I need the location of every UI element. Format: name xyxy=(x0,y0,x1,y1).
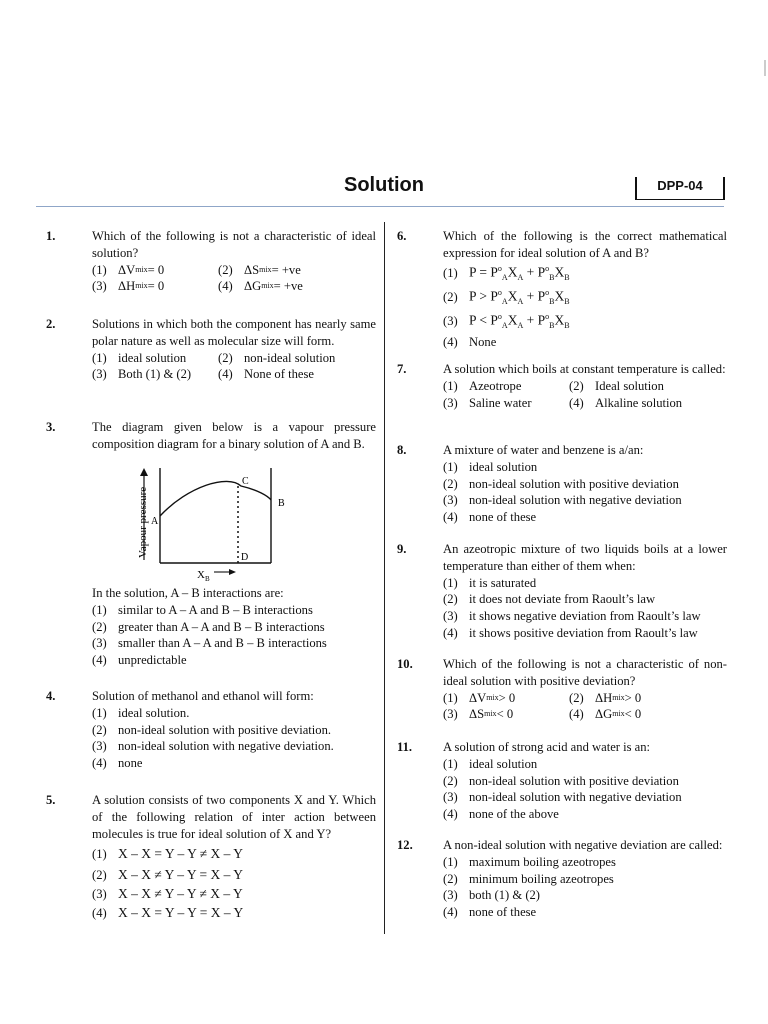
option[interactable]: (4) none xyxy=(92,756,143,771)
option[interactable]: (2) X – X ≠ Y – Y = X – Y xyxy=(92,867,244,883)
option[interactable]: (2) non-ideal solution with positive deviation xyxy=(443,476,679,491)
option[interactable]: (4) it shows positive deviation from Raoult’s law xyxy=(443,625,698,640)
option[interactable]: (1) ΔV mix > 0 xyxy=(443,690,516,705)
page-title: Solution xyxy=(344,174,424,196)
point-d-label: D xyxy=(241,552,249,563)
point-a-label: A xyxy=(151,516,159,527)
question-number: 6. xyxy=(397,229,407,243)
option[interactable]: (1) ideal solution xyxy=(443,756,538,771)
question-number: 4. xyxy=(46,689,56,703)
option[interactable]: (1) ΔV mix = 0 xyxy=(92,262,165,277)
option[interactable]: (2) Ideal solution xyxy=(569,378,664,393)
question-stem: A solution consists of two components X and Y. Which of the following relation of inter action between molecules is true for ideal solution of X and Y? xyxy=(92,793,376,841)
question-number: 9. xyxy=(397,542,407,556)
option[interactable]: (2) it does not deviate from Raoult’s law xyxy=(443,592,656,607)
option[interactable]: (4) unpredictable xyxy=(92,653,187,668)
option[interactable]: (4) none of these xyxy=(443,905,537,920)
option[interactable]: (2) non-ideal solution with positive deviation xyxy=(443,773,679,788)
option[interactable]: (4) none of the above xyxy=(443,807,559,822)
question-number: 2. xyxy=(46,317,56,331)
question-stem: The diagram given below is a vapour pressure composition diagram for a binary solution of A and B. xyxy=(92,420,376,451)
option[interactable]: (1) similar to A – A and B – B interactions xyxy=(92,602,313,617)
option-row xyxy=(92,366,376,383)
option[interactable]: (3) ΔH mix = 0 xyxy=(92,279,165,294)
option-row xyxy=(443,690,727,707)
option[interactable]: (3) X – X ≠ Y – Y ≠ X – Y xyxy=(92,886,243,902)
formula: $P > P^o_AX_A + P^o_BX_B$ xyxy=(469,287,570,306)
option-row xyxy=(92,350,376,367)
question-stem-continued: In the solution, A – B interactions are: xyxy=(92,586,284,600)
option[interactable]: (3) ΔS mix < 0 xyxy=(443,707,514,722)
question-stem: Solution of methanol and ethanol will form: xyxy=(92,689,314,703)
option[interactable]: (1) ideal solution xyxy=(443,459,538,474)
y-axis-label: Vapour pressure xyxy=(137,486,149,558)
question-stem: An azeotropic mixture of two liquids boils at a lower temperature than either of them when: xyxy=(443,542,727,573)
question-stem: Which of the following is not a characteristic of non-ideal solution with positive deviation? xyxy=(443,657,727,688)
option[interactable]: (1) maximum boiling azeotropes xyxy=(443,854,616,869)
vapour-pressure-diagram xyxy=(118,466,318,586)
option[interactable]: (3) Both (1) & (2) xyxy=(92,367,192,382)
option[interactable]: (3) non-ideal solution with negative deviation. xyxy=(92,739,334,754)
question-stem: A mixture of water and benzene is a/an: xyxy=(443,443,644,457)
question-number: 5. xyxy=(46,793,56,807)
option-row xyxy=(92,278,376,295)
vapour-pressure-curve xyxy=(160,481,271,516)
option-row xyxy=(92,262,376,279)
option[interactable]: (3) $P < P^o_AX_A + P^o_BX_B$ xyxy=(443,310,727,334)
question-number: 8. xyxy=(397,443,407,457)
dpp-code-badge: DPP-04 xyxy=(635,177,725,200)
option[interactable]: (4) ΔG mix < 0 xyxy=(569,707,642,722)
option[interactable]: (1) it is saturated xyxy=(443,575,537,590)
option[interactable]: (1) ideal solution. xyxy=(92,705,190,720)
option[interactable]: (3) both (1) & (2) xyxy=(443,888,540,903)
question-stem: A solution of strong acid and water is an: xyxy=(443,740,651,754)
point-c-label: C xyxy=(242,476,249,487)
question-stem: A solution which boils at constant temperature is called: xyxy=(443,362,726,376)
option[interactable]: (4) none of these xyxy=(443,510,537,525)
column-divider xyxy=(384,222,385,934)
option[interactable]: (1) $P = P^o_AX_A + P^o_BX_B$ xyxy=(443,262,727,286)
question-number: 12. xyxy=(397,838,413,852)
option[interactable]: (2) ΔH mix > 0 xyxy=(569,690,642,705)
option[interactable]: (3) non-ideal solution with negative deviation xyxy=(443,493,682,508)
header-rule xyxy=(36,206,724,207)
formula: $P < P^o_AX_A + P^o_BX_B$ xyxy=(469,311,570,330)
x-axis-arrowhead xyxy=(229,569,236,575)
option[interactable]: (4) None xyxy=(443,334,497,349)
option[interactable]: (2) $P > P^o_AX_A + P^o_BX_B$ xyxy=(443,286,727,310)
option[interactable]: (1) X – X = Y – Y ≠ X – Y xyxy=(92,845,244,861)
option[interactable]: (2) non-ideal solution with positive deviation. xyxy=(92,722,332,737)
y-axis-arrowhead xyxy=(140,468,148,476)
question-number: 7. xyxy=(397,362,407,376)
option-row xyxy=(443,395,727,412)
x-axis-sub: B xyxy=(205,575,210,583)
option-row xyxy=(443,706,727,723)
question-number: 10. xyxy=(397,657,413,671)
option[interactable]: (2) non-ideal solution xyxy=(218,350,336,365)
option[interactable]: (4) X – X = Y – Y = X – Y xyxy=(92,905,244,921)
option[interactable]: (2) greater than A – A and B – B interactions xyxy=(92,619,325,634)
question-stem: A non-ideal solution with negative deviation are called: xyxy=(443,838,723,852)
option[interactable]: (4) ΔG mix = +ve xyxy=(218,279,303,294)
option[interactable]: (1) Azeotrope xyxy=(443,378,522,393)
page-edge-mark xyxy=(764,60,766,76)
question-stem: Solutions in which both the component has nearly same polar nature as well as molecular size will form. xyxy=(92,317,376,348)
option[interactable]: (4) Alkaline solution xyxy=(569,395,683,410)
option[interactable]: (3) Saline water xyxy=(443,395,532,410)
option[interactable]: (1) ideal solution xyxy=(92,350,187,365)
option[interactable]: (3) non-ideal solution with negative deviation xyxy=(443,790,682,805)
option[interactable]: (3) it shows negative deviation from Raoult’s law xyxy=(443,609,701,624)
option-row xyxy=(443,378,727,395)
option[interactable]: (4) None of these xyxy=(218,367,314,382)
question-number: 3. xyxy=(46,420,56,434)
formula: $P = P^o_AX_A + P^o_BX_B$ xyxy=(469,263,570,282)
x-axis-label: X xyxy=(197,569,205,581)
question-stem: Which of the following is not a characteristic of ideal solution? xyxy=(92,229,376,260)
option[interactable]: (2) minimum boiling azeotropes xyxy=(443,871,614,886)
question-stem: Which of the following is the correct mathematical expression for ideal solution of A and B? xyxy=(443,229,727,260)
option[interactable]: (3) smaller than A – A and B – B interactions xyxy=(92,636,327,651)
question-number: 11. xyxy=(397,740,413,754)
option[interactable]: (2) ΔS mix = +ve xyxy=(218,262,301,277)
point-b-label: B xyxy=(278,498,285,509)
question-number: 1. xyxy=(46,229,56,243)
